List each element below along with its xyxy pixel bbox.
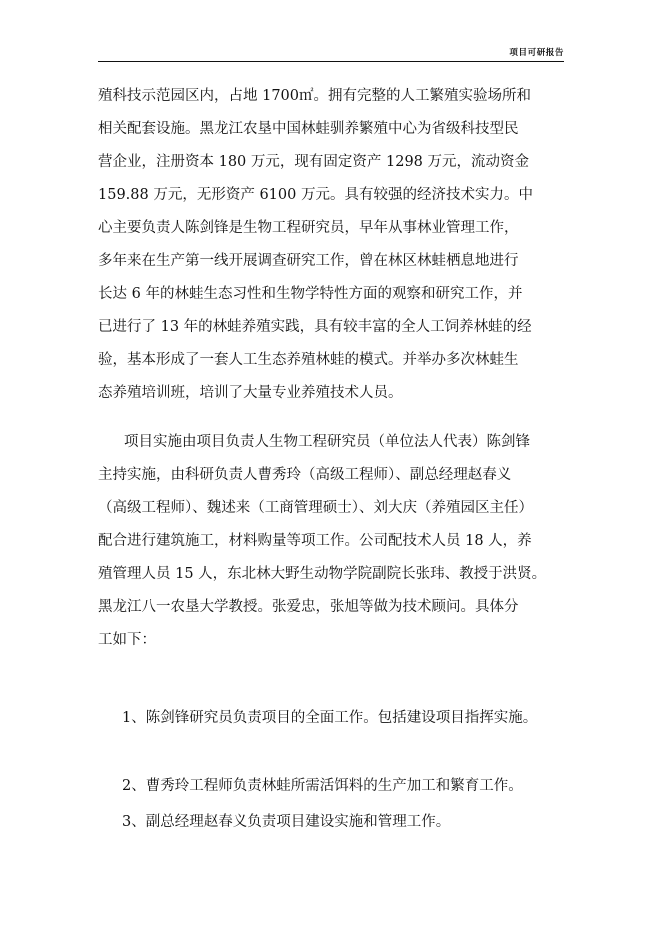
paragraph-1-line: 心主要负责人陈剑锋是生物工程研究员，早年从事林业管理工作， (98, 220, 519, 236)
list-item: 3、副总经理赵春义负责项目建设实施和管理工作。 (122, 814, 451, 830)
paragraph-2-line: 配合进行建筑施工，材料购量等项工作。公司配技术人员 18 人，养 (98, 533, 532, 549)
paragraph-2-line: 工如下： (98, 632, 156, 648)
list-item: 2、曹秀玲工程师负责林蛙所需活饵料的生产加工和繁育工作。 (122, 778, 523, 794)
paragraph-1-line: 殖科技示范园区内，占地 1700㎡。拥有完整的人工繁殖实验场所和 (98, 88, 532, 104)
running-header: 项目可研报告 (509, 48, 564, 58)
paragraph-2-line: 黑龙江八一农垦大学教授。张爱忠，张旭等做为技术顾问。具体分 (98, 599, 519, 615)
list-item: 1、陈剑锋研究员负责项目的全面工作。包括建设项目指挥实施。 (122, 710, 538, 726)
paragraph-2-line: 殖管理人员 15 人，东北林大野生动物学院副院长张玮、教授于洪贤。 (98, 566, 547, 582)
paragraph-1-line: 159.88 万元，无形资产 6100 万元。具有较强的经济技术实力。中 (98, 187, 533, 203)
paragraph-1-line: 已进行了 13 年的林蛙养殖实践，具有较丰富的全人工饲养林蛙的经 (98, 319, 532, 335)
paragraph-2-line: 主持实施，由科研负责人曹秀玲（高级工程师）、副总经理赵春义 (98, 467, 512, 483)
paragraph-1-line: 长达 6 年的林蛙生态习性和生物学特性方面的观察和研究工作，并 (98, 286, 523, 302)
paragraph-1-line: 多年来在生产第一线开展调查研究工作，曾在林区林蛙栖息地进行 (98, 253, 519, 269)
paragraph-2-line: （高级工程师）、魏述来（工商管理硕士）、刘大庆（养殖园区主任） (98, 500, 533, 516)
header-rule (98, 61, 564, 62)
paragraph-1-line: 相关配套设施。黑龙江农垦中国林蛙驯养繁殖中心为省级科技型民 (98, 121, 519, 137)
paragraph-1-line: 营企业，注册资本 180 万元，现有固定资产 1298 万元，流动资金 (98, 154, 530, 170)
paragraph-2-line: 项目实施由项目负责人生物工程研究员（单位法人代表）陈剑锋 (124, 434, 530, 450)
paragraph-1-line: 态养殖培训班，培训了大量专业养殖技术人员。 (98, 385, 403, 401)
paragraph-1-line: 验，基本形成了一套人工生态养殖林蛙的模式。并举办多次林蛙生 (98, 352, 519, 368)
